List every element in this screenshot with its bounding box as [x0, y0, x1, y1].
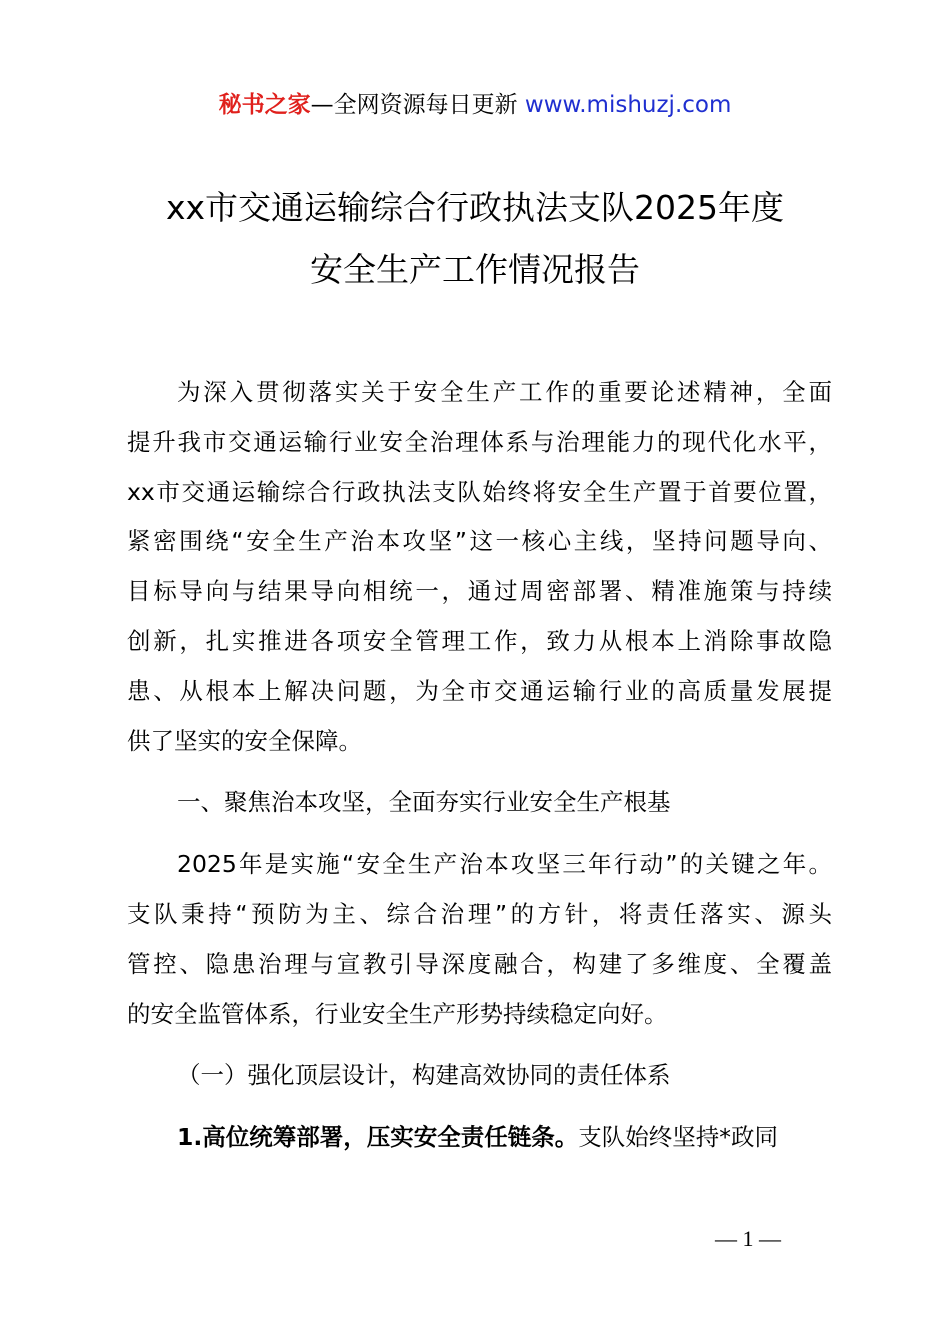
- text-line: 为深入贯彻落实关于安全生产工作的重要论述精神，全面: [177, 378, 832, 406]
- site-link[interactable]: www.mishuzj.com: [524, 92, 732, 118]
- text-line: 供了坚实的安全保障。: [127, 726, 362, 755]
- page-number: — 1 —: [715, 1226, 781, 1251]
- section-heading-1: 一、聚焦治本攻坚，全面夯实行业安全生产根基: [177, 788, 671, 817]
- item-bold-lead: 1.高位统筹部署，压实安全责任链条。: [177, 1123, 579, 1152]
- header-banner: [0, 88, 950, 122]
- text-line: 管控、隐患治理与宣教引导深度融合，构建了多维度、全覆盖: [127, 949, 832, 978]
- banner-slogan: —全网资源每日更新: [310, 92, 525, 118]
- text-line: 支队秉持“预防为主、综合治理”的方针，将责任落实、源头: [127, 899, 832, 928]
- brand-name: 秘书之家: [218, 92, 311, 118]
- section-paragraph: [127, 840, 832, 1039]
- text-line: 的安全监管体系，行业安全生产形势持续稳定向好。: [127, 999, 668, 1028]
- document-body: [127, 368, 832, 1163]
- text-line: 提升我市交通运输行业安全治理体系与治理能力的现代化水平，: [127, 427, 832, 456]
- text-line: 目标导向与结果导向相统一，通过周密部署、精准施策与持续: [127, 577, 832, 606]
- item-text: 支队始终坚持*政同: [578, 1123, 779, 1152]
- text-line: 创新，扎实推进各项安全管理工作，致力从根本上消除事故隐: [127, 626, 832, 655]
- intro-paragraph: [127, 368, 832, 766]
- text-line: 患、从根本上解决问题，为全市交通运输行业的高质量发展提: [127, 676, 832, 705]
- item-paragraph: [127, 1113, 832, 1163]
- text-line: 2025年是实施“安全生产治本攻坚三年行动”的关键之年。: [177, 850, 832, 879]
- document-title-line-2: 安全生产工作情况报告: [310, 250, 640, 289]
- text-line: 紧密围绕“安全生产治本攻坚”这一核心主线，坚持问题导向、: [127, 527, 832, 556]
- subsection-heading-1: （一）强化顶层设计，构建高效协同的责任体系: [177, 1061, 671, 1090]
- document-title-line-1: xx市交通运输综合行政执法支队2025年度: [165, 188, 785, 227]
- text-line: xx市交通运输综合行政执法支队始终将安全生产置于首要位置，: [127, 477, 832, 506]
